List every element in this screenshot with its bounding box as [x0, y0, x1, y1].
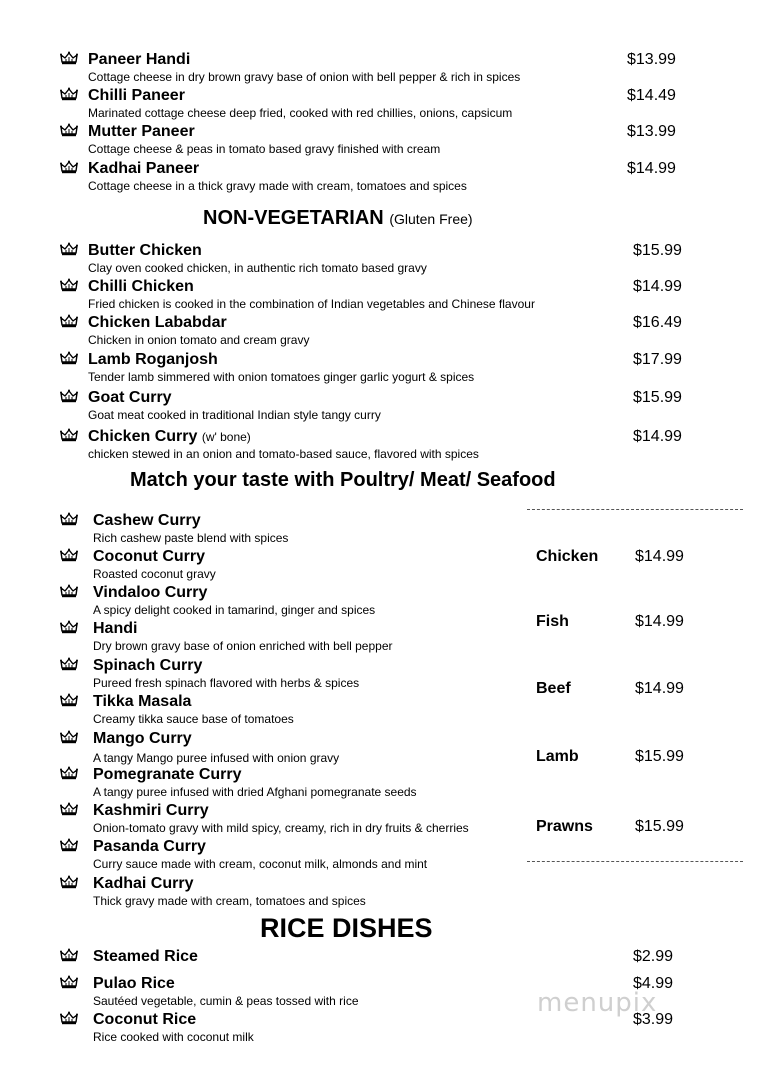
crown-icon — [60, 389, 78, 403]
item-name: Steamed Rice — [93, 948, 198, 965]
item-name: Lamb Roganjosh — [88, 351, 218, 368]
item-name: Goat Curry — [88, 389, 172, 406]
item-name: Chicken Lababdar — [88, 314, 227, 331]
protein-price: $15.99 — [635, 818, 684, 835]
item-name: Coconut Rice — [93, 1011, 197, 1028]
item-name: Kadhai Paneer — [88, 160, 200, 177]
curry-name: Mango Curry — [93, 730, 192, 747]
item-price: $2.99 — [633, 948, 674, 965]
protein-price: $15.99 — [635, 748, 684, 765]
protein-price: $14.99 — [635, 613, 684, 630]
section-heading-non-vegetarian — [203, 207, 473, 230]
item-price: $13.99 — [627, 51, 676, 68]
item-name: Butter Chicken — [88, 242, 202, 259]
item-description: Cottage cheese in a thick gravy made with cream, tomatoes and spices — [88, 179, 467, 193]
item-price: $4.99 — [633, 975, 674, 992]
crown-icon — [60, 730, 78, 744]
curry-description: A tangy puree infused with dried Afghani pomegranate seeds — [93, 785, 417, 799]
crown-icon — [60, 512, 78, 526]
crown-icon — [60, 802, 78, 816]
curry-description: Pureed fresh spinach flavored with herbs & spices — [93, 676, 360, 690]
protein-name: Prawns — [536, 818, 593, 835]
section-heading-rice-dishes: RICE DISHES — [260, 913, 433, 943]
protein-price: $14.99 — [635, 680, 684, 697]
item-price: $14.99 — [633, 428, 682, 445]
crown-icon — [60, 51, 78, 65]
protein-name: Lamb — [536, 748, 579, 765]
crown-icon — [60, 948, 78, 962]
curry-name: Handi — [93, 620, 138, 637]
section-heading-match-taste: Match your taste with Poultry/ Meat/ Seafood — [130, 469, 556, 491]
divider — [527, 509, 743, 510]
crown-icon — [60, 1011, 78, 1025]
section-note: (Gluten Free) — [389, 211, 473, 227]
protein-price: $14.99 — [635, 548, 684, 565]
curry-description: Onion-tomato gravy with mild spicy, creamy, rich in dry fruits & cherries — [93, 821, 469, 835]
item-price: $3.99 — [633, 1011, 674, 1028]
curry-description: Roasted coconut gravy — [93, 567, 216, 581]
curry-name: Spinach Curry — [93, 657, 203, 674]
crown-icon — [60, 278, 78, 292]
crown-icon — [60, 693, 78, 707]
crown-icon — [60, 160, 78, 174]
item-description: Marinated cottage cheese deep fried, cooked with red chillies, onions, capsicum — [88, 106, 513, 120]
item-description: chicken stewed in an onion and tomato-based sauce, flavored with spices — [88, 447, 479, 461]
crown-icon — [60, 428, 78, 442]
curry-description: A tangy Mango puree infused with onion gravy — [93, 751, 340, 765]
item-name-text: Chicken Curry — [88, 428, 198, 445]
item-price: $17.99 — [633, 351, 682, 368]
item-name: Chilli Chicken — [88, 278, 194, 295]
item-price: $15.99 — [633, 389, 682, 406]
item-description: Fried chicken is cooked in the combination of Indian vegetables and Chinese flavour — [88, 297, 535, 311]
curry-description: Curry sauce made with cream, coconut milk, almonds and mint — [93, 857, 428, 871]
crown-icon — [60, 838, 78, 852]
divider — [527, 861, 743, 862]
curry-name: Kashmiri Curry — [93, 802, 209, 819]
crown-icon — [60, 875, 78, 889]
protein-name: Fish — [536, 613, 569, 630]
crown-icon — [60, 975, 78, 989]
item-price: $13.99 — [627, 123, 676, 140]
item-description: Tender lamb simmered with onion tomatoes ginger garlic yogurt & spices — [88, 370, 475, 384]
protein-name: Chicken — [536, 548, 599, 565]
curry-name: Cashew Curry — [93, 512, 201, 529]
crown-icon — [60, 584, 78, 598]
curry-name: Kadhai Curry — [93, 875, 194, 892]
item-description: Chicken in onion tomato and cream gravy — [88, 333, 310, 347]
curry-description: Creamy tikka sauce base of tomatoes — [93, 712, 294, 726]
item-description: Clay oven cooked chicken, in authentic rich tomato based gravy — [88, 261, 427, 275]
crown-icon — [60, 242, 78, 256]
item-description: Rice cooked with coconut milk — [93, 1030, 254, 1044]
curry-description: A spicy delight cooked in tamarind, ginger and spices — [93, 603, 376, 617]
item-note: (w' bone) — [201, 430, 251, 444]
item-price: $16.49 — [633, 314, 682, 331]
item-description: Goat meat cooked in traditional Indian style tangy curry — [88, 408, 381, 422]
curry-name: Coconut Curry — [93, 548, 205, 565]
item-name: Mutter Paneer — [88, 123, 195, 140]
curry-name: Pomegranate Curry — [93, 766, 242, 783]
crown-icon — [60, 314, 78, 328]
section-title: NON-VEGETARIAN — [203, 207, 384, 229]
crown-icon — [60, 620, 78, 634]
curry-description: Thick gravy made with cream, tomatoes and spices — [93, 894, 366, 908]
curry-name: Pasanda Curry — [93, 838, 206, 855]
crown-icon — [60, 87, 78, 101]
curry-name: Tikka Masala — [93, 693, 192, 710]
crown-icon — [60, 351, 78, 365]
crown-icon — [60, 766, 78, 780]
crown-icon — [60, 548, 78, 562]
item-description: Cottage cheese in dry brown gravy base of onion with bell pepper & rich in spices — [88, 70, 521, 84]
item-name: Paneer Handi — [88, 51, 191, 68]
curry-description: Dry brown gravy base of onion enriched with bell pepper — [93, 639, 393, 653]
item-price: $14.99 — [633, 278, 682, 295]
item-price: $14.49 — [627, 87, 676, 104]
watermark: menupix — [537, 988, 658, 1018]
item-price: $14.99 — [627, 160, 676, 177]
item-name — [88, 428, 251, 446]
item-description: Sautéed vegetable, cumin & peas tossed with rice — [93, 994, 359, 1008]
item-name: Chilli Paneer — [88, 87, 185, 104]
crown-icon — [60, 657, 78, 671]
curry-description: Rich cashew paste blend with spices — [93, 531, 289, 545]
crown-icon — [60, 123, 78, 137]
item-description: Cottage cheese & peas in tomato based gravy finished with cream — [88, 142, 441, 156]
item-price: $15.99 — [633, 242, 682, 259]
curry-name: Vindaloo Curry — [93, 584, 208, 601]
item-name: Pulao Rice — [93, 975, 175, 992]
protein-name: Beef — [536, 680, 571, 697]
